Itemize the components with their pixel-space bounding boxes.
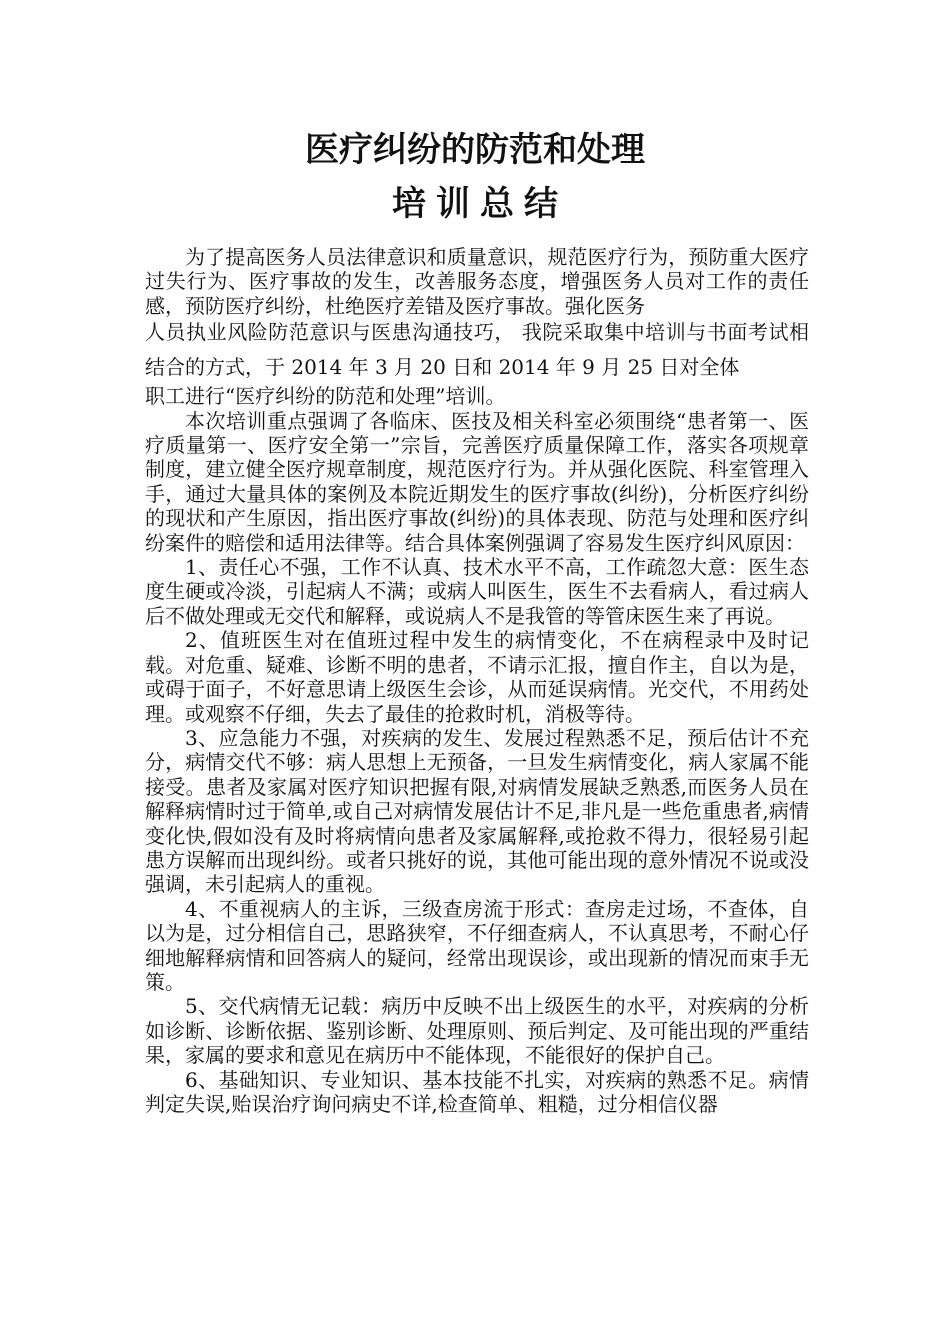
paragraph: 2、值班医生对在值班过程中发生的病情变化，不在病程录中及时记载。对危重、疑难、诊断不明的患者，不请示汇报，擅自作主，自以为是，或碍于面子，不好意思请上级医生会诊，从而延误病情。光交代，不用药处理。或观察不仔细，失去了最佳的抢救时机，消极等待。 xyxy=(145,628,809,726)
document-subtitle: 培训总结 xyxy=(392,184,568,224)
paragraph: 为了提高医务人员法律意识和质量意识，规范医疗行为，预防重大医疗过失行为、医疗事故的发生，改善服务态度，增强医务人员对工作的责任感，预防医疗纠纷，杜绝医疗差错及医疗事故。强化医务 xyxy=(145,245,809,318)
paragraph: 1、责任心不强，工作不认真、技术水平不高，工作疏忽大意：医生态度生硬或冷淡，引起病人不满；或病人叫医生，医生不去看病人，看过病人后不做处理或无交代和解释，或说病人不是我管的等管床医生来了再说。 xyxy=(145,555,809,628)
paragraph: 6、基础知识、专业知识、基本技能不扎实，对疾病的熟悉不足。病情判定失误,贻误治疗询问病史不详,检查简单、粗糙，过分相信仪器 xyxy=(145,1067,809,1116)
document-body xyxy=(145,245,809,1116)
paragraph: 4、不重视病人的主诉，三级查房流于形式：查房走过场，不查体，自以为是，过分相信自己，思路狭窄，不仔细查病人，不认真思考，不耐心仔细地解释病情和回答病人的疑问，经常出现误诊，或出现新的情况而束手无策。 xyxy=(145,896,809,994)
paragraph: 本次培训重点强调了各临床、医技及相关科室必须围绕“患者第一、医疗质量第一、医疗安全第一”宗旨，完善医疗质量保障工作，落实各项规章制度，建立健全医疗规章制度，规范医疗行为。并从强化医院、科室管理入手，通过大量具体的案例及本院近期发生的医疗事故(纠纷)，分析医疗纠纷的现状和产生原因，指出医疗事故(纠纷)的具体表现、防范与处理和医疗纠纷案件的赔偿和适用法律等。结合具体案例强调了容易发生医疗纠风原因： xyxy=(145,408,809,555)
paragraph: 职工进行“医疗纠纷的防范和处理”培训。 xyxy=(145,384,506,409)
paragraph: 5、交代病情无记载：病历中反映不出上级医生的水平，对疾病的分析如诊断、诊断依据、鉴别诊断、处理原则、预后判定、及可能出现的严重结果，家属的要求和意见在病历中不能体现，不能很好的保护自己。 xyxy=(145,994,809,1068)
paragraph: 3、应急能力不强，对疾病的发生、发展过程熟悉不足，预后估计不充分，病情交代不够：病人思想上无预备，一旦发生病情变化，病人家属不能接受。患者及家属对医疗知识把握有限,对病情发展缺乏熟悉,而医务人员在解释病情时过于简单,或自己对病情发展估计不足,非凡是一些危重患者,病情变化快,假如没有及时将病情向患者及家属解释,或抢救不得力，很轻易引起患方误解而出现纠纷。或者只挑好的说，其他可能出现的意外情况不说或没强调，未引起病人的重视。 xyxy=(145,725,809,897)
paragraph: 人员执业风险防范意识与医患沟通技巧， 我院采取集中培训与书面考试相结合的方式，于 2014 年 3 月 20 日和 2014 年 9 月 25 日对全体 xyxy=(145,320,809,380)
document-title: 医疗纠纷的防范和处理 xyxy=(305,130,645,170)
